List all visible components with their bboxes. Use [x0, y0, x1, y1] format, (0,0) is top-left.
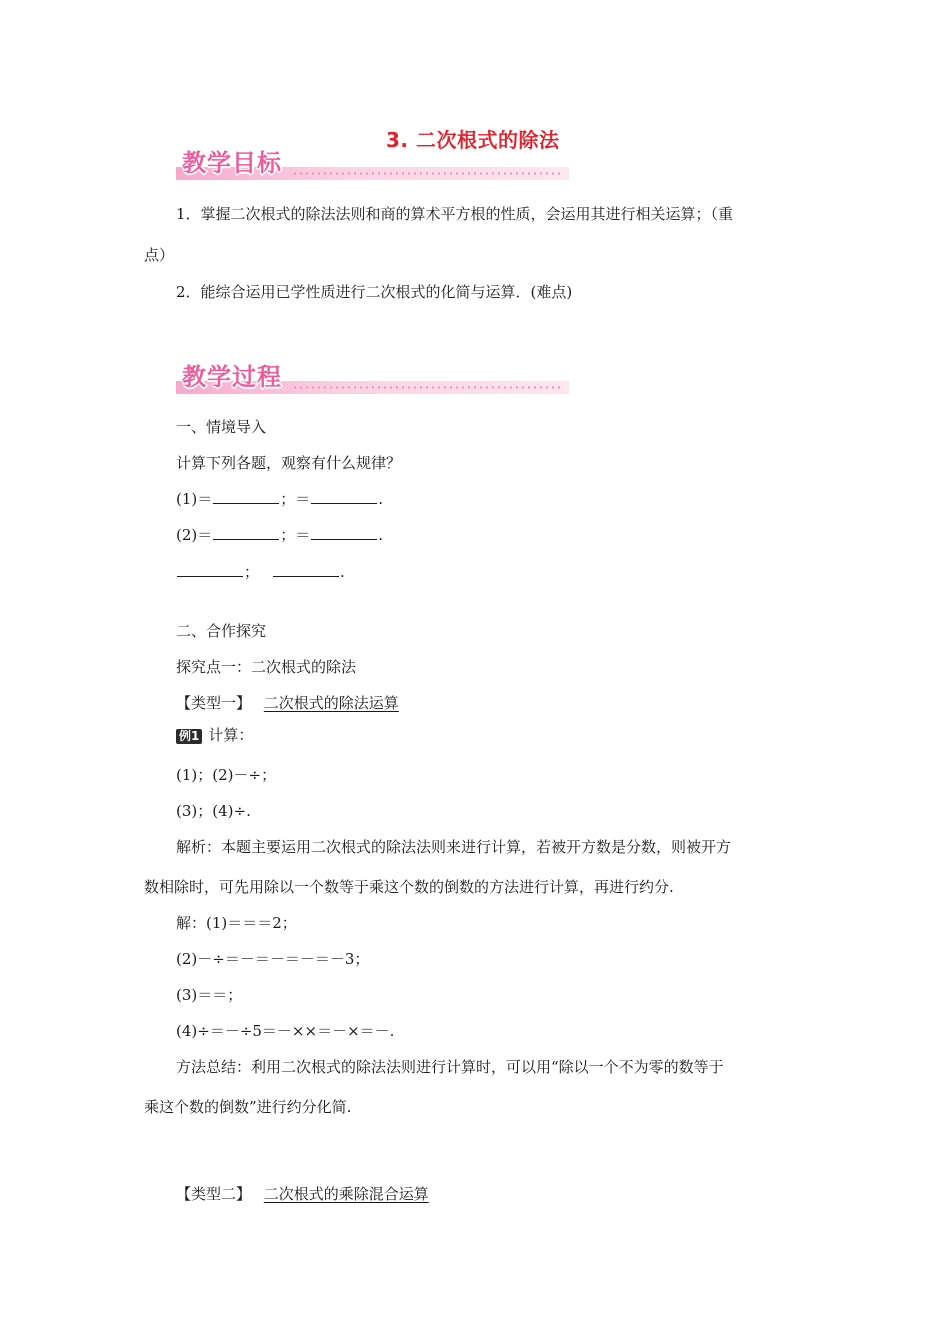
solution-2: (2)－÷＝－＝－＝－＝－3； — [176, 950, 370, 968]
answer-blank — [311, 491, 377, 504]
q1-prefix: (1)＝ — [176, 490, 213, 508]
example-badge: 例1 — [176, 729, 202, 744]
type-2-name: 二次根式的乘除混合运算 — [263, 1185, 429, 1203]
q2-prefix: (2)＝ — [176, 526, 213, 544]
page-title: 3. 二次根式的除法 — [386, 128, 560, 152]
section1-prompt: 计算下列各题，观察有什么规律？ — [176, 454, 402, 472]
process-banner — [176, 360, 569, 394]
solution-1: 解：(1)＝＝＝2； — [176, 914, 297, 932]
type-1-bracket: 【类型一】 — [176, 694, 252, 712]
question-3 — [176, 561, 345, 582]
example-line-2: (3)；(4)÷. — [176, 802, 251, 820]
q2-end: . — [378, 526, 384, 544]
analysis-line-1: 解析：本题主要运用二次根式的除法法则来进行计算，若被开方数是分数，则被开方 — [176, 838, 732, 856]
type-2-heading — [176, 1183, 429, 1204]
solution-4: (4)÷＝－÷5＝－××＝－×＝－. — [176, 1022, 395, 1040]
goal-item-1-cont: 点） — [144, 246, 175, 264]
q1-end: . — [378, 490, 384, 508]
summary-line-2: 乘这个数的倒数”进行约分化简. — [144, 1098, 352, 1116]
question-1 — [176, 488, 383, 509]
section1-heading: 一、情境导入 — [176, 418, 267, 436]
solution-3: (3)＝＝； — [176, 986, 243, 1004]
type-2-bracket: 【类型二】 — [176, 1185, 252, 1203]
process-banner-label: 教学过程 — [182, 363, 282, 391]
example-text: 计算： — [208, 726, 254, 744]
summary-line-1: 方法总结：利用二次根式的除法法则进行计算时，可以用“除以一个不为零的数等于 — [176, 1058, 724, 1076]
question-2 — [176, 524, 383, 545]
goal-item-1: 1．掌握二次根式的除法法则和商的算术平方根的性质，会运用其进行相关运算；（重 — [176, 205, 734, 223]
analysis-line-2: 数相除时，可先用除以一个数等于乘这个数的倒数的方法进行计算，再进行约分. — [144, 878, 674, 896]
answer-blank — [273, 564, 339, 577]
q3-end: . — [340, 563, 345, 581]
goals-banner — [176, 146, 569, 180]
answer-blank — [177, 564, 243, 577]
goals-banner-label: 教学目标 — [182, 149, 282, 177]
q1-mid: ；＝ — [280, 490, 311, 508]
type-1-heading — [176, 692, 399, 713]
example-1 — [176, 724, 253, 745]
example-line-1: (1)；(2)－÷； — [176, 766, 277, 784]
q3-mid: ； — [244, 563, 260, 581]
q2-mid: ；＝ — [280, 526, 311, 544]
answer-blank — [213, 491, 279, 504]
explore-point-1: 探究点一：二次根式的除法 — [176, 658, 357, 676]
type-1-name: 二次根式的除法运算 — [263, 694, 399, 712]
banner-dots — [292, 386, 562, 389]
goal-item-2: 2．能综合运用已学性质进行二次根式的化简与运算．(难点) — [176, 283, 573, 301]
banner-dots — [292, 172, 562, 175]
answer-blank — [213, 527, 279, 540]
section2-heading: 二、合作探究 — [176, 622, 267, 640]
answer-blank — [311, 527, 377, 540]
